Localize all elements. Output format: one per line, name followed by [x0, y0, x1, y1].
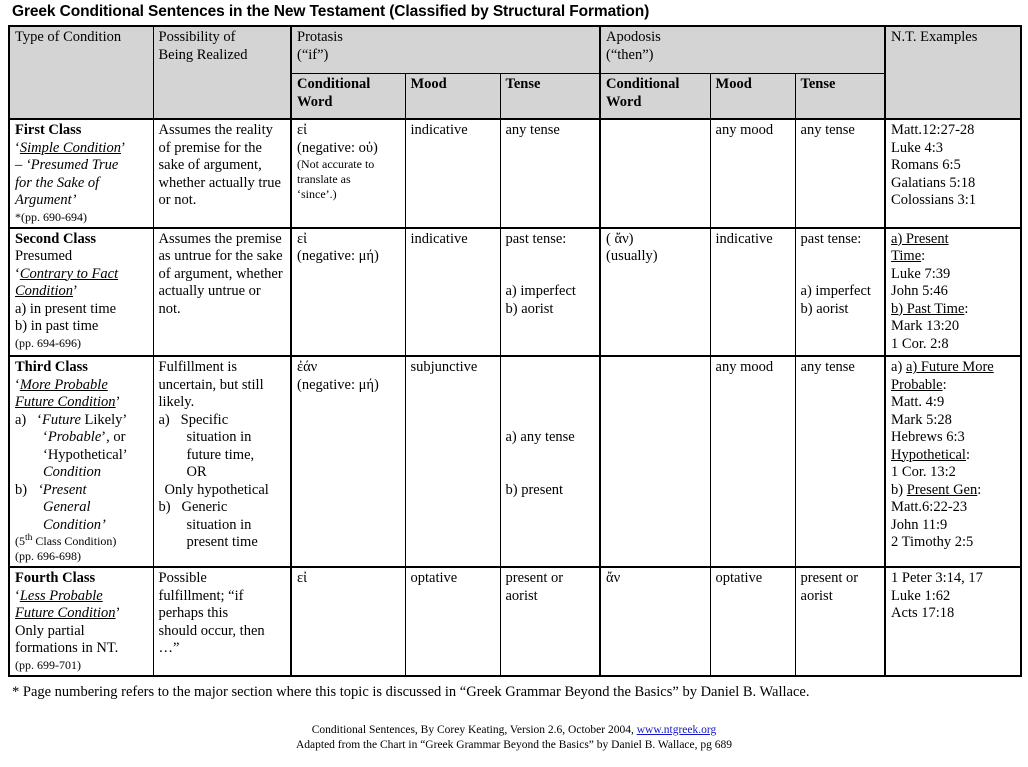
page-numbering-footnote: * Page numbering refers to the major section where this topic is discussed in “Greek Grammar Beyond the Basics” by Daniel B. Wallace. [12, 683, 810, 700]
cell-protasis-tense-third-class [500, 356, 600, 567]
first-class-protasis-word: εἰ [297, 122, 307, 138]
footer-adapted-line: Adapted from the Chart in “Greek Grammar Beyond the Basics” by Daniel B. Wallace, pg 689 [295, 738, 733, 751]
first-class-protasis-note-3: ‘since’.) [297, 187, 337, 201]
second-class-label-line-1: ‘Contrary to Fact [15, 265, 119, 282]
third-class-item-a-line-1: a) ‘Future Likely’ [15, 411, 128, 428]
third-class-item-b-line-2: General [43, 499, 91, 515]
list-item: John 5:46 [891, 283, 948, 299]
third-class-possibility-or: Only hypothetical [164, 481, 269, 498]
list-item: Mark 5:28 [891, 411, 952, 428]
list-item: Acts 17:18 [891, 605, 955, 621]
fourth-class-label-line-2: Future Condition’ [15, 605, 121, 621]
cell-apodosis-mood-second-class: indicative [710, 228, 795, 357]
list-item: Romans 6:5 [891, 157, 961, 173]
cell-protasis-tense-second-class [500, 228, 600, 357]
spacer [801, 248, 881, 283]
fourth-class-possibility-l4: should occur, then [158, 622, 265, 639]
second-class-apodosis-word: ( ἄν) [606, 230, 634, 247]
first-class-protasis-note-1: (Not accurate to [297, 157, 375, 171]
cell-examples-second-class [885, 228, 1021, 357]
table-row-third-class [9, 356, 1021, 567]
cell-protasis-mood-fourth-class: optative [405, 567, 500, 676]
third-class-possibility-b-l2: situation in [186, 516, 252, 533]
fourth-class-label-core-2: Future Condition [15, 605, 116, 621]
third-class-protasis-negative: (negative: μή) [297, 376, 379, 393]
table-row-second-class [9, 228, 1021, 357]
cell-examples-third-class [885, 356, 1021, 567]
fourth-class-possibility-l1: Possible [158, 570, 207, 586]
cell-protasis-word-first-class [291, 119, 405, 228]
col-header-protasis-conditional-word [291, 74, 405, 120]
third-class-pages: (pp. 696-698) [15, 549, 81, 563]
list-item: John 11:9 [891, 516, 948, 533]
third-class-examples-a-label-2: Probable: [891, 376, 947, 393]
cell-type-first-class [9, 119, 153, 228]
col-header-apodosis-mood: Mood [710, 74, 795, 120]
third-class-examples-a-label-core-1: a) Future More [905, 359, 994, 375]
second-class-protasis-tense-b: b) aorist [505, 300, 554, 317]
list-item: Colossians 3:1 [891, 192, 977, 208]
cell-apodosis-word-first-class [600, 119, 710, 228]
first-class-protasis-note-2: translate as [297, 172, 351, 186]
footer-credit-line [8, 723, 1020, 738]
second-class-protasis-tense-a: a) imperfect [505, 283, 576, 299]
second-class-apodosis-word-note: (usually) [606, 248, 658, 264]
third-class-possibility-b-marker: b) [158, 499, 171, 515]
spacer [506, 359, 596, 429]
second-class-item-a: a) in present time [15, 300, 117, 317]
first-class-protasis-negative: (negative: οὐ) [297, 139, 378, 156]
second-class-apodosis-tense-a: a) imperfect [800, 283, 871, 299]
fourth-class-label-line-1: ‘Less Probable [15, 587, 103, 604]
cell-protasis-mood-third-class: subjunctive [405, 356, 500, 567]
col-header-apodosis-label: Apodosis [606, 29, 661, 45]
cell-apodosis-tense-third-class: any tense [795, 356, 885, 567]
list-item: 1 Peter 3:14, 17 [891, 570, 983, 586]
second-class-protasis-word: εἰ [297, 230, 307, 247]
list-item: Luke 1:62 [891, 587, 951, 604]
col-header-apodosis [600, 26, 885, 74]
col-header-possibility [153, 26, 291, 119]
fifth-class-sup: th [25, 533, 33, 543]
first-class-sub-1: – ‘Presumed True [15, 157, 119, 173]
col-header-protasis [291, 26, 600, 74]
third-class-item-b-marker: b) [15, 481, 28, 498]
apodosis-word-line1: Conditional [606, 76, 680, 92]
fourth-class-protasis-tense-l2: aorist [505, 587, 538, 604]
list-item: Matt.12:27-28 [891, 122, 975, 138]
second-class-pages: (pp. 694-696) [15, 335, 81, 350]
list-item: Galatians 5:18 [891, 174, 976, 191]
third-class-label-line-2: Future Condition’ [15, 394, 121, 410]
third-class-possibility-a-l4: OR [186, 464, 207, 480]
third-class-label-line-1: ‘More Probable [15, 376, 108, 393]
second-class-apodosis-tense-head: past tense: [800, 230, 862, 247]
fourth-class-apodosis-tense-l1: present or [800, 570, 859, 586]
second-class-item-b: b) in past time [15, 318, 99, 334]
first-class-label-core: Simple Condition [19, 139, 121, 156]
col-header-apodosis-conditional-word [600, 74, 710, 120]
col-header-protasis-label: Protasis [297, 29, 343, 45]
second-class-label-core-1: Contrary to Fact [19, 265, 119, 282]
third-class-possibility-a-l2: situation in [186, 429, 252, 445]
cell-protasis-word-fourth-class: εἰ [291, 567, 405, 676]
table-header-row-group [9, 26, 1021, 74]
third-class-examples-hypothetical-label: Hypothetical: [891, 446, 970, 463]
cell-possibility-first-class: Assumes the reality of premise for the sake of argument, whether actually true or not. [153, 119, 291, 228]
first-class-pages: *(pp. 690-694) [15, 209, 87, 224]
cell-apodosis-mood-fourth-class: optative [710, 567, 795, 676]
col-header-possibility-line1: Possibility of [158, 29, 236, 45]
fourth-class-name: Fourth Class [15, 570, 96, 586]
cell-apodosis-word-third-class [600, 356, 710, 567]
second-class-apodosis-tense-b: b) aorist [800, 300, 849, 317]
list-item: Luke 7:39 [891, 265, 951, 282]
col-header-nt-examples: N.T. Examples [885, 26, 1021, 119]
fifth-class-pre: (5 [15, 534, 25, 548]
col-header-protasis-mood: Mood [405, 74, 500, 120]
third-class-examples-a-label-1: a) a) Future More [891, 359, 994, 375]
list-item: Matt.6:22-23 [891, 499, 968, 515]
third-class-item-b-line-1 [15, 482, 149, 500]
third-class-possibility-b-text: Generic [181, 499, 228, 515]
cell-apodosis-mood-first-class: any mood [710, 119, 795, 228]
list-item: Luke 4:3 [891, 139, 943, 156]
list-item: Hebrews 6:3 [891, 429, 965, 445]
fourth-class-label-core-1: Less Probable [19, 587, 103, 604]
first-class-sub-2: for the Sake of [15, 174, 100, 191]
cell-apodosis-tense-second-class [795, 228, 885, 357]
third-class-possibility-a-marker: a) [158, 411, 170, 428]
spacer [506, 248, 596, 283]
third-class-protasis-word: ἐάν [297, 359, 318, 375]
fourth-class-note-1: Only partial [15, 622, 85, 639]
second-class-examples-a-label-1: a) Present [891, 230, 949, 247]
third-class-possibility-l2: uncertain, but still [158, 376, 264, 393]
third-class-possibility-b-l1 [159, 499, 287, 517]
third-class-possibility-a-l3: future time, [186, 446, 255, 463]
third-class-item-a-marker: a) [15, 411, 27, 428]
second-class-name: Second Class [15, 230, 96, 247]
table-body [9, 119, 1021, 676]
second-class-examples-b-label: b) Past Time: [891, 300, 969, 317]
third-class-possibility-b-l3: present time [186, 534, 258, 550]
third-class-item-a-line-2: ‘Probable’, or [43, 429, 126, 445]
fourth-class-possibility-l2: fulfillment; “if [158, 587, 244, 604]
cell-possibility-fourth-class [153, 567, 291, 676]
second-class-protasis-tense-head: past tense: [505, 230, 567, 247]
col-header-apodosis-tense: Tense [795, 74, 885, 120]
third-class-label-core-2: Future Condition [15, 394, 116, 410]
col-header-type-of-condition: Type of Condition [9, 26, 153, 119]
second-class-presumed: Presumed [15, 248, 73, 264]
cell-examples-first-class [885, 119, 1021, 228]
list-item: Mark 13:20 [891, 318, 960, 334]
third-class-protasis-tense-a: a) any tense [505, 429, 575, 445]
cell-protasis-word-second-class [291, 228, 405, 357]
conditional-sentences-table [8, 25, 1022, 677]
second-class-examples-b-label-core: b) Past Time [891, 300, 965, 317]
cell-apodosis-tense-first-class: any tense [795, 119, 885, 228]
third-class-possibility-l3: likely. [158, 394, 195, 410]
list-item: Matt. 4:9 [891, 394, 945, 410]
list-item: 1 Cor. 13:2 [891, 464, 956, 480]
third-class-examples-a-label-core-2: Probable [891, 376, 943, 393]
third-class-protasis-tense-b: b) present [505, 481, 564, 498]
second-class-label-line-2: Condition’ [15, 283, 78, 299]
second-class-examples-a-label-2-core: Time [891, 248, 922, 264]
third-class-possibility-a-text: Specific [180, 411, 229, 428]
third-class-examples-hypothetical-core: Hypothetical [891, 446, 966, 463]
protasis-word-line1: Conditional [297, 76, 371, 92]
third-class-examples-b-label: b) Present Gen: [891, 481, 982, 498]
col-header-protasis-gloss: (“if”) [297, 46, 329, 63]
third-class-item-a-line-3: ‘Hypothetical’ [43, 446, 128, 463]
first-class-name: First Class [15, 122, 82, 138]
fourth-class-pages: (pp. 699-701) [15, 657, 81, 672]
spacer [506, 447, 596, 482]
table-row-fourth-class [9, 567, 1021, 676]
third-class-item-a-line-4: Condition [43, 464, 102, 480]
cell-protasis-word-third-class [291, 356, 405, 567]
cell-apodosis-word-fourth-class: ἄν [600, 567, 710, 676]
list-item: 2 Timothy 2:5 [891, 534, 974, 550]
cell-possibility-third-class [153, 356, 291, 567]
third-class-fifth-class-note [15, 534, 149, 549]
first-class-label: ‘Simple Condition’ [15, 139, 126, 156]
cell-type-fourth-class [9, 567, 153, 676]
footer-credit-text: Conditional Sentences, By Corey Keating, Version 2.6, October 2004, [311, 723, 637, 736]
second-class-examples-a-label-2: Time: [891, 248, 926, 264]
fourth-class-possibility-l5: …” [158, 640, 180, 656]
cell-type-second-class [9, 228, 153, 357]
protasis-word-line2: Word [297, 93, 333, 110]
third-class-label-core-1: More Probable [19, 376, 108, 393]
cell-examples-fourth-class [885, 567, 1021, 676]
cell-type-third-class [9, 356, 153, 567]
first-class-sub-3: Argument’ [15, 192, 77, 208]
fourth-class-possibility-l3: perhaps this [158, 605, 229, 621]
fourth-class-protasis-tense-l1: present or [505, 570, 564, 586]
col-header-protasis-tense: Tense [500, 74, 600, 120]
third-class-item-b-line-3: Condition’ [43, 516, 106, 533]
col-header-apodosis-gloss: (“then”) [606, 46, 654, 63]
cell-apodosis-mood-third-class: any mood [710, 356, 795, 567]
cell-protasis-mood-first-class: indicative [405, 119, 500, 228]
apodosis-word-line2: Word [606, 93, 642, 110]
cell-possibility-second-class: Assumes the premise as untrue for the sake of argument, whether actually untrue or not. [153, 228, 291, 357]
document-footer [8, 701, 1020, 753]
cell-protasis-mood-second-class: indicative [405, 228, 500, 357]
third-class-examples-b-label-core: Present Gen [906, 481, 978, 498]
fifth-class-post: Class Condition) [32, 534, 117, 548]
cell-apodosis-tense-fourth-class [795, 567, 885, 676]
cell-apodosis-word-second-class [600, 228, 710, 357]
list-item: 1 Cor. 2:8 [891, 335, 949, 352]
second-class-label-core-2: Condition [15, 283, 74, 299]
third-class-item-b-l1: ‘Present [37, 481, 87, 498]
fourth-class-note-2: formations in NT. [15, 640, 119, 656]
table-header [9, 26, 1021, 119]
third-class-examples-b-marker: b) [891, 481, 907, 498]
cell-protasis-tense-fourth-class [500, 567, 600, 676]
fourth-class-apodosis-tense-l2: aorist [800, 587, 833, 604]
page-title: Greek Conditional Sentences in the New Testament (Classified by Structural Formation) [12, 3, 650, 20]
second-class-protasis-negative: (negative: μή) [297, 248, 379, 264]
ntgreek-link[interactable]: www.ntgreek.org [636, 723, 717, 736]
col-header-possibility-line2: Being Realized [158, 46, 248, 63]
cell-protasis-tense-first-class: any tense [500, 119, 600, 228]
third-class-possibility-a-l1 [159, 412, 287, 430]
third-class-name: Third Class [15, 359, 88, 375]
third-class-possibility-l1: Fulfillment is [158, 359, 238, 375]
table-row-first-class [9, 119, 1021, 228]
